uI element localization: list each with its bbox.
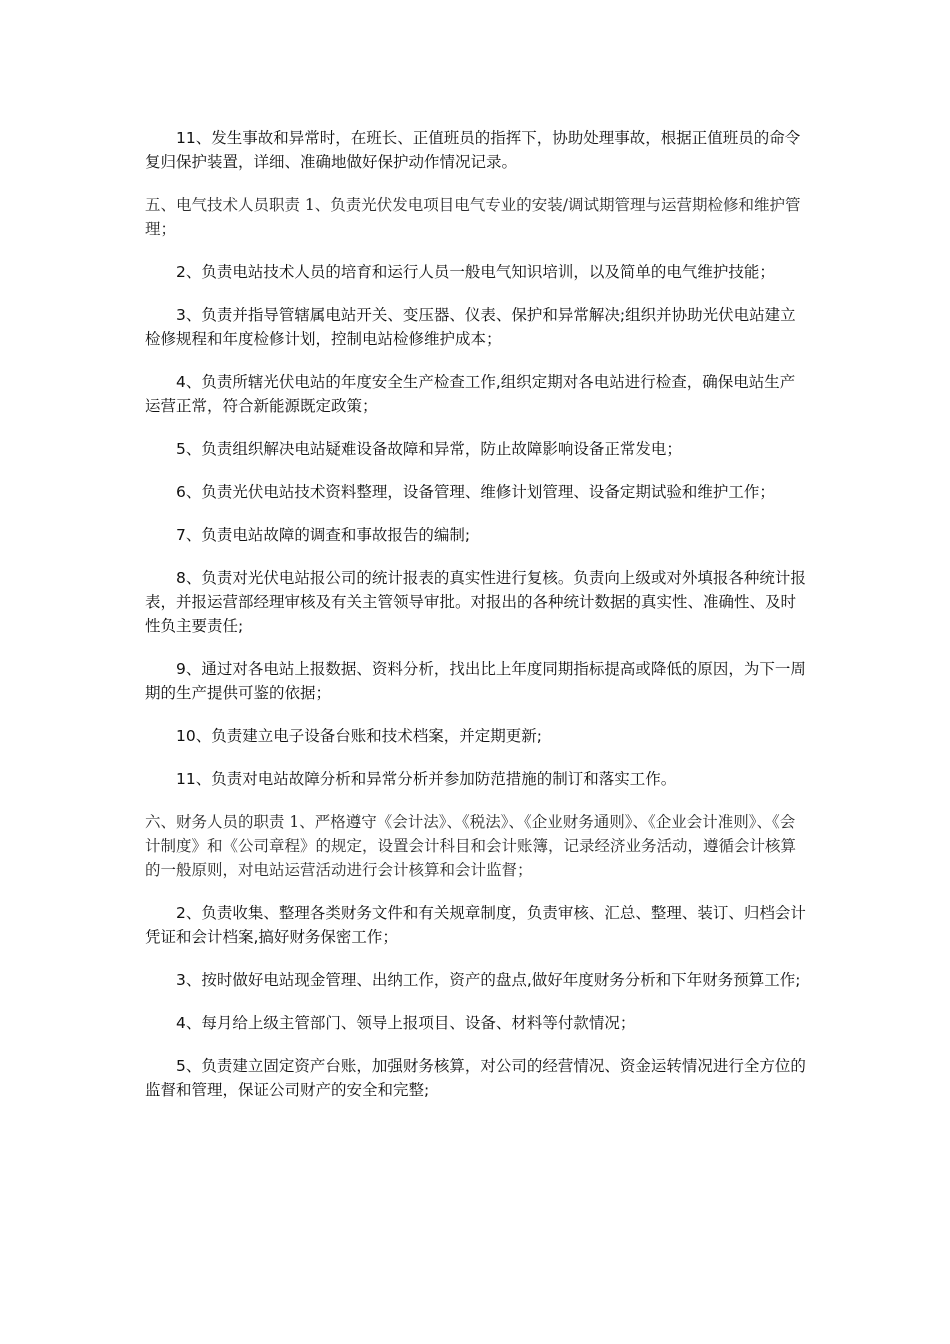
paragraph-item-6: 6、负责光伏电站技术资料整理，设备管理、维修计划管理、设备定期试验和维护工作； bbox=[176, 483, 775, 501]
paragraph-item-4: 4、负责所辖光伏电站的年度安全生产检查工作,组织定期对各电站进行检查，确保电站生产运营正常，符合新能源既定政策； bbox=[145, 373, 796, 415]
paragraph-item-5: 5、负责组织解决电站疑难设备故障和异常，防止故障影响设备正常发电； bbox=[176, 440, 682, 458]
paragraph-item-10: 10、负责建立电子设备台账和技术档案，并定期更新; bbox=[176, 727, 542, 745]
paragraph-finance-3: 3、按时做好电站现金管理、出纳工作，资产的盘点,做好年度财务分析和下年财务预算工作; bbox=[176, 971, 801, 989]
section-5-heading: 五、电气技术人员职责 1、负责光伏发电项目电气专业的安装/调试期管理与运营期检修和维护管理； bbox=[145, 196, 801, 238]
document-body bbox=[145, 126, 810, 1121]
section-6-heading: 六、财务人员的职责 1、严格遵守《会计法》、《税法》、《企业财务通则》、《企业会计准则》、《会计制度》和《公司章程》的规定，设置会计科目和会计账簿，记录经济业务活动，遵循会计核算的一般原则，对电站运营活动进行会计核算和会计监督； bbox=[145, 813, 797, 879]
paragraph-item-11b: 11、负责对电站故障分析和异常分析并参加防范措施的制订和落实工作。 bbox=[176, 770, 677, 788]
paragraph-item-3: 3、负责并指导管辖属电站开关、变压器、仪表、保护和异常解决;组织并协助光伏电站建立检修规程和年度检修计划，控制电站检修维护成本； bbox=[145, 306, 796, 348]
paragraph-item-8: 8、负责对光伏电站报公司的统计报表的真实性进行复核。负责向上级或对外填报各种统计报表，并报运营部经理审核及有关主管领导审批。对报出的各种统计数据的真实性、准确性、及时性负主要责任; bbox=[145, 569, 806, 635]
paragraph-item-2: 2、负责电站技术人员的培育和运行人员一般电气知识培训，以及简单的电气维护技能； bbox=[176, 263, 775, 281]
paragraph-item-7: 7、负责电站故障的调查和事故报告的编制; bbox=[176, 526, 471, 544]
paragraph-finance-4: 4、每月给上级主管部门、领导上报项目、设备、材料等付款情况； bbox=[176, 1014, 636, 1032]
paragraph-item-11: 11、发生事故和异常时，在班长、正值班员的指挥下，协助处理事故，根据正值班员的命令复归保护装置，详细、准确地做好保护动作情况记录。 bbox=[145, 129, 801, 171]
paragraph-item-9: 9、通过对各电站上报数据、资料分析，找出比上年度同期指标提高或降低的原因，为下一周期的生产提供可鉴的依据； bbox=[145, 660, 806, 702]
paragraph-finance-2: 2、负责收集、整理各类财务文件和有关规章制度，负责审核、汇总、整理、装订、归档会计凭证和会计档案,搞好财务保密工作； bbox=[145, 904, 806, 946]
paragraph-finance-5: 5、负责建立固定资产台账，加强财务核算，对公司的经营情况、资金运转情况进行全方位的监督和管理，保证公司财产的安全和完整; bbox=[145, 1057, 806, 1099]
